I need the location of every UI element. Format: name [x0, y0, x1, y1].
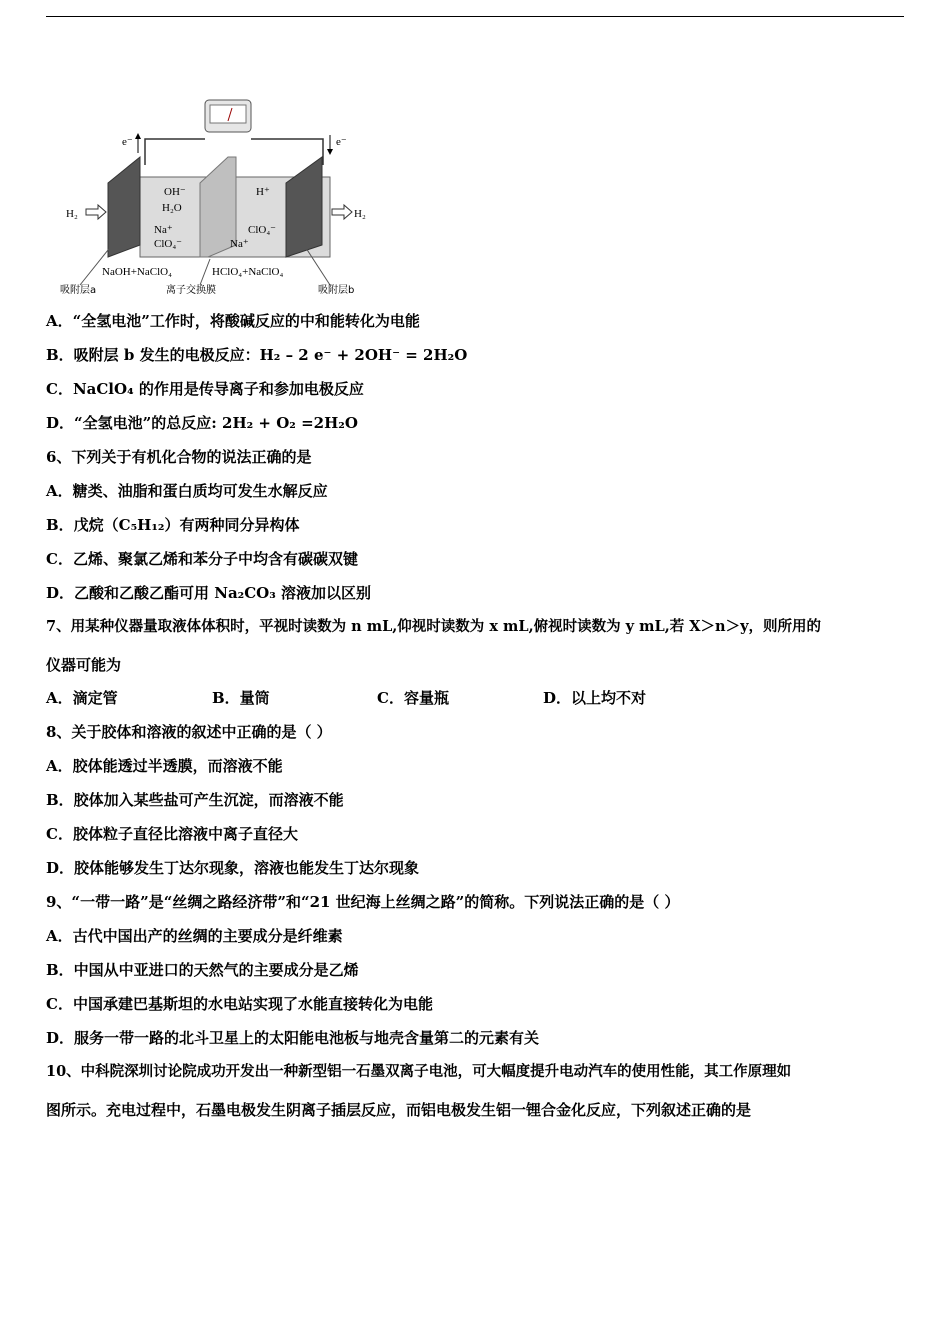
q6-option-d: D．乙酸和乙酸乙酯可用 Na₂CO₃ 溶液加以区别: [46, 584, 372, 602]
pointer-line-a: [80, 245, 112, 285]
battery-diagram-svg: [60, 95, 380, 305]
arrow-head-icon: [327, 149, 333, 155]
q9-option-b: B．中国从中亚进口的天然气的主要成分是乙烯: [46, 961, 359, 979]
q8-option-d: D．胶体能够发生丁达尔现象，溶液也能发生丁达尔现象: [46, 859, 420, 877]
pointer-line-membrane: [200, 259, 210, 285]
h2-in-arrow-icon: [86, 205, 106, 219]
electron-label-left: e⁻: [122, 136, 133, 148]
species-na-left: Na⁺: [154, 224, 173, 236]
species-clo4-right: ClO₄⁻: [248, 224, 276, 236]
species-clo4-left: ClO₄⁻: [154, 238, 182, 250]
h2-input-label: H₂: [66, 208, 78, 220]
q9-option-c: C．中国承建巴基斯坦的水电站实现了水能直接转化为电能: [46, 995, 433, 1013]
right-solution-label: HClO₄+NaClO₄: [212, 266, 284, 278]
q7-stem: 7、用某种仪器量取液体体积时，平视时读数为 n mL,仰视时读数为 x mL,俯视时读数为 y mL,若 X＞n＞y，则所用的: [46, 618, 822, 635]
species-h-plus: H⁺: [256, 186, 270, 198]
header-rule: [46, 16, 904, 17]
species-h2o: H₂O: [162, 202, 182, 214]
species-na-right: Na⁺: [230, 238, 249, 250]
electron-label-right: e⁻: [336, 136, 347, 148]
wire-left: [145, 139, 205, 165]
left-solution-label: NaOH+NaClO₄: [102, 266, 172, 278]
q6-option-a: A．糖类、油脂和蛋白质均可发生水解反应: [46, 482, 328, 500]
q6-option-c: C．乙烯、聚氯乙烯和苯分子中均含有碳碳双键: [46, 550, 358, 568]
q7-option-c: C．容量瓶: [377, 689, 449, 707]
q7-option-d: D．以上均不对: [543, 689, 647, 707]
q6-option-b: B．戊烷（C₅H₁₂）有两种同分异构体: [46, 516, 300, 534]
q5-option-a: A．“全氢电池”工作时，将酸碱反应的中和能转化为电能: [46, 312, 420, 330]
h2-output-label: H₂: [354, 208, 366, 220]
label-adsorption-b: 吸附层b: [318, 285, 355, 296]
q9-option-a: A．古代中国出产的丝绸的主要成分是纤维素: [46, 927, 343, 945]
q7-option-a: A．滴定管: [46, 689, 118, 707]
q8-stem: 8、关于胶体和溶液的叙述中正确的是（ ）: [46, 723, 332, 741]
q10-stem: 10、中科院深圳讨论院成功开发出一种新型铝一石墨双离子电池，可大幅度提升电动汽车的使用性能，其工作原理如: [46, 1063, 792, 1080]
battery-diagram: [60, 95, 380, 305]
wire-right: [251, 139, 323, 165]
label-membrane: 离子交换膜: [166, 285, 216, 296]
h2-out-arrow-icon: [332, 205, 352, 219]
q5-option-c: C．NaClO₄ 的作用是传导离子和参加电极反应: [46, 380, 364, 398]
q5-option-d: D．“全氢电池”的总反应: 2H₂ + O₂ =2H₂O: [46, 414, 358, 432]
q7-options: [46, 688, 746, 708]
electrode-a: [108, 157, 140, 257]
q6-stem: 6、下列关于有机化合物的说法正确的是: [46, 448, 312, 466]
electrode-b: [286, 157, 322, 257]
q9-option-d: D．服务一带一路的北斗卫星上的太阳能电池板与地壳含量第二的元素有关: [46, 1029, 540, 1047]
q7-stem-cont: 仪器可能为: [46, 656, 122, 674]
species-oh: OH⁻: [164, 186, 186, 198]
label-adsorption-a: 吸附层a: [60, 285, 97, 296]
q9-stem: 9、“一带一路”是“丝绸之路经济带”和“21 世纪海上丝绸之路”的简称。下列说法正确的是（ ）: [46, 893, 680, 911]
q10-stem-cont: 图所示。充电过程中，石墨电极发生阴离子插层反应，而铝电极发生铝一锂合金化反应，下列叙述正确的是: [46, 1101, 752, 1119]
arrow-head-icon: [135, 133, 141, 139]
q8-option-a: A．胶体能透过半透膜，而溶液不能: [46, 757, 283, 775]
q5-option-b: B．吸附层 b 发生的电极反应：H₂ – 2 e⁻ + 2OH⁻ = 2H₂O: [46, 346, 468, 364]
q8-option-b: B．胶体加入某些盐可产生沉淀，而溶液不能: [46, 791, 344, 809]
q8-option-c: C．胶体粒子直径比溶液中离子直径大: [46, 825, 298, 843]
q7-option-b: B．量筒: [212, 689, 270, 707]
